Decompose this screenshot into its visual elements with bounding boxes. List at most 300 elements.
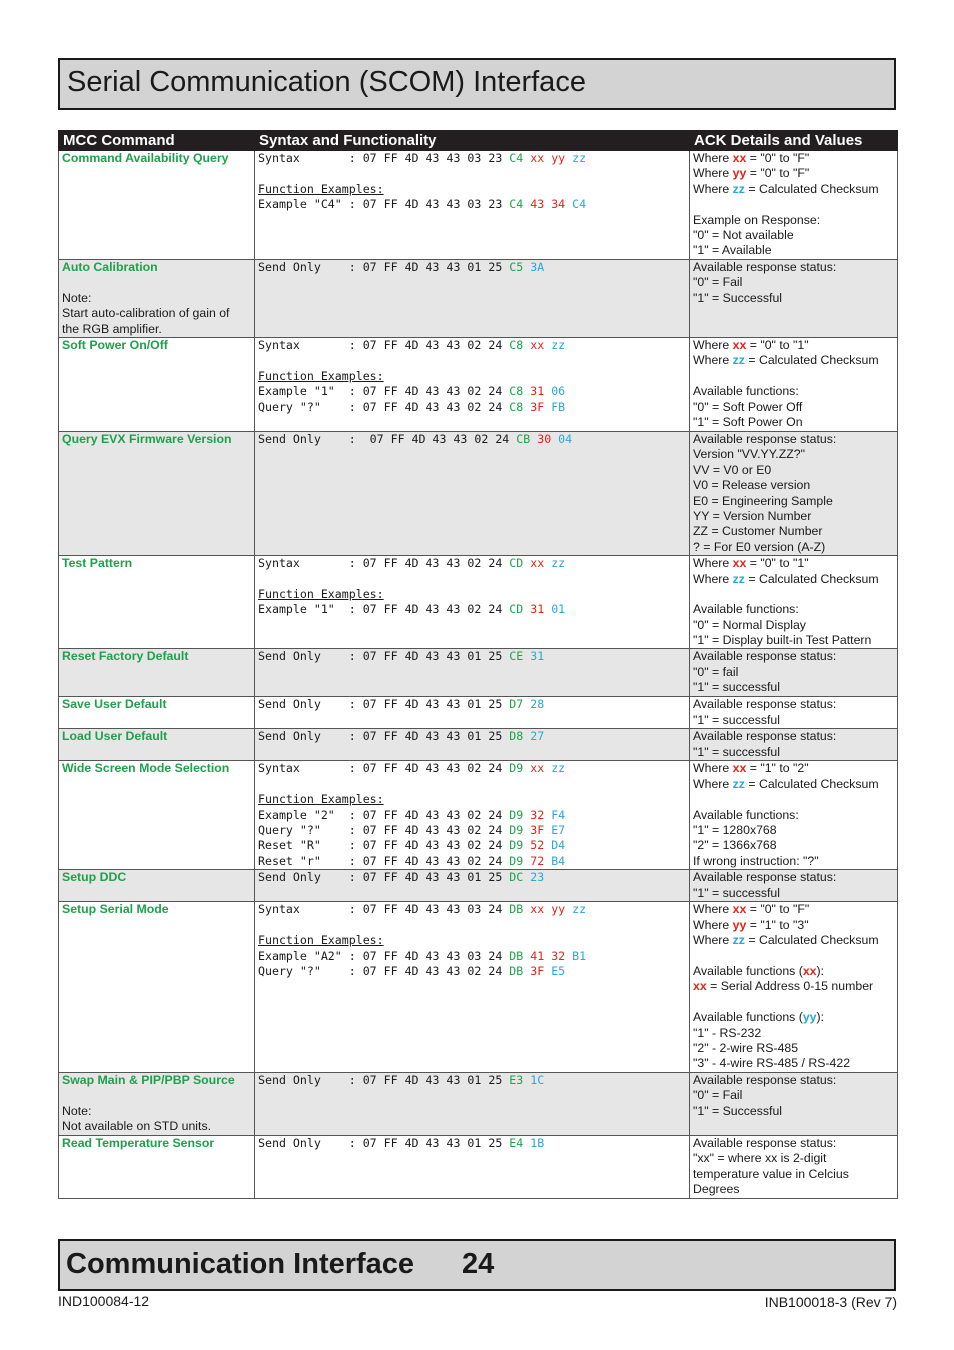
ack-segment: Available response status:: [693, 1135, 837, 1150]
syntax-segment: E4: [509, 1135, 524, 1150]
syntax-segment: Send Only : 07 FF 4D 43 43 01 25: [258, 697, 510, 712]
ack-segment: "xx" = where xx is 2-digit: [693, 1151, 827, 1166]
ack-segment: Available response status:: [693, 260, 837, 274]
ack-line: [693, 618, 894, 633]
table-row: [59, 1072, 898, 1135]
ack-line: [693, 447, 894, 462]
ack-line: [693, 338, 894, 353]
syntax-segment: Send Only : 07 FF 4D 43 43 01 25: [258, 729, 510, 744]
table-row: [59, 697, 898, 729]
syntax-segment: xx: [530, 761, 545, 776]
syntax-line: [258, 777, 686, 792]
ack-segment: xx: [732, 761, 747, 776]
syntax-line: [258, 166, 686, 181]
syntax-line: [258, 1073, 686, 1088]
syntax-cell: [255, 151, 690, 260]
ack-line: [693, 432, 894, 447]
command-name: Auto Calibration: [62, 260, 158, 274]
ack-line: [693, 384, 894, 399]
ack-segment: E0 = Engineering Sample: [693, 493, 833, 508]
ack-segment: Where: [693, 776, 733, 791]
syntax-segment: Syntax : 07 FF 4D 43 43 03 23: [258, 151, 510, 165]
ack-line: [693, 494, 894, 509]
ack-line: [693, 1088, 894, 1103]
syntax-line: [258, 151, 686, 166]
ack-line: [693, 1136, 894, 1151]
syntax-segment: CD: [509, 602, 524, 617]
syntax-line: [258, 400, 686, 415]
syntax-segment: Example "C4" : 07 FF 4D 43 43 03 23: [258, 197, 510, 212]
ack-line: [693, 886, 894, 901]
syntax-segment: D9: [509, 838, 524, 853]
syntax-segment: C4: [572, 197, 587, 212]
ack-cell: [690, 729, 898, 761]
syntax-segment: Function Examples:: [258, 586, 384, 601]
ack-segment: xx: [732, 151, 747, 165]
syntax-segment: Query "?" : 07 FF 4D 43 43 02 24: [258, 399, 510, 414]
ack-segment: Available functions:: [693, 384, 799, 399]
mcc-command-cell: [59, 729, 255, 761]
syntax-line: [258, 587, 686, 602]
syntax-segment: 31: [530, 602, 545, 617]
syntax-line: [258, 338, 686, 353]
ack-line: [693, 823, 894, 838]
ack-segment: = Calculated Checksum: [744, 933, 879, 948]
ack-line: [693, 1026, 894, 1041]
ack-line: [693, 838, 894, 853]
mcc-command-cell: [59, 432, 255, 556]
ack-segment: "2" - 2-wire RS-485: [693, 1040, 799, 1055]
ack-segment: zz: [732, 933, 745, 948]
table-row: [59, 151, 898, 260]
ack-cell: [690, 432, 898, 556]
syntax-segment: C4: [509, 151, 524, 165]
syntax-line: [258, 964, 686, 979]
syntax-segment: xx: [530, 151, 545, 165]
table-row: [59, 260, 898, 338]
syntax-segment: CD: [509, 556, 524, 571]
ack-segment: xx: [693, 979, 707, 994]
ack-segment: "1" = successful: [693, 744, 780, 759]
ack-segment: "0" = Fail: [693, 275, 743, 290]
ack-line: [693, 649, 894, 664]
ack-line: [693, 870, 894, 885]
syntax-line: [258, 949, 686, 964]
syntax-segment: 3F: [530, 823, 545, 838]
ack-segment: = "1" to "3": [746, 917, 809, 932]
syntax-segment: D7: [509, 697, 524, 712]
ack-segment: yy: [732, 917, 747, 932]
ack-cell: [690, 151, 898, 260]
syntax-segment: B1: [572, 948, 587, 963]
ack-line: [693, 697, 894, 712]
ack-segment: = "0" to "1": [746, 338, 809, 352]
ack-segment: Available response status:: [693, 697, 837, 712]
syntax-segment: FB: [551, 399, 566, 414]
ack-line: [693, 1104, 894, 1119]
syntax-segment: Reset "R" : 07 FF 4D 43 43 02 24: [258, 838, 510, 853]
syntax-line: [258, 1136, 686, 1151]
page-title-box: [58, 58, 896, 110]
syntax-cell: [255, 902, 690, 1072]
syntax-line: [258, 870, 686, 885]
syntax-cell: [255, 697, 690, 729]
syntax-segment: Example "2" : 07 FF 4D 43 43 02 24: [258, 807, 510, 822]
syntax-segment: Function Examples:: [258, 933, 384, 948]
command-name: Command Availability Query: [62, 151, 229, 165]
ack-segment: Where: [693, 556, 733, 571]
syntax-segment: DC: [509, 870, 524, 885]
command-table: [58, 130, 898, 1199]
syntax-segment: Send Only : 07 FF 4D 43 43 01 25: [258, 1072, 510, 1087]
command-note-line: the RGB amplifier.: [62, 321, 162, 336]
ack-segment: Where: [693, 917, 733, 932]
ack-segment: Degrees: [693, 1181, 740, 1196]
ack-segment: zz: [732, 571, 745, 586]
ack-segment: "1" = 1280x768: [693, 823, 777, 838]
syntax-segment: CB: [516, 432, 531, 446]
command-name: Soft Power On/Off: [62, 338, 168, 352]
ack-line: [693, 949, 894, 964]
table-row: [59, 870, 898, 902]
ack-line: [693, 713, 894, 728]
syntax-segment: zz: [572, 151, 587, 165]
ack-segment: = "0" to "F": [746, 902, 810, 917]
syntax-segment: 1B: [530, 1135, 545, 1150]
command-name: Query EVX Firmware Version: [62, 432, 232, 446]
ack-segment: "1" = Successful: [693, 290, 783, 305]
ack-cell: [690, 556, 898, 649]
ack-segment: zz: [732, 353, 745, 368]
table-row: [59, 432, 898, 556]
ack-line: [693, 415, 894, 430]
ack-segment: Available functions (: [693, 964, 803, 979]
syntax-segment: zz: [572, 902, 587, 917]
ack-line: [693, 243, 894, 258]
syntax-line: [258, 808, 686, 823]
ack-segment: "0" = fail: [693, 664, 739, 679]
syntax-segment: 3A: [530, 260, 545, 274]
table-row: [59, 556, 898, 649]
syntax-line: [258, 353, 686, 368]
syntax-cell: [255, 729, 690, 761]
ack-segment: Where: [693, 933, 733, 948]
syntax-segment: 31: [530, 384, 545, 399]
ack-line: [693, 166, 894, 181]
mcc-command-cell: [59, 902, 255, 1072]
header-mcc-command: MCC Command: [59, 131, 255, 151]
syntax-segment: xx: [530, 556, 545, 571]
syntax-segment: 41: [530, 948, 545, 963]
ack-line: [693, 964, 894, 979]
ack-line: [693, 918, 894, 933]
ack-line: [693, 1182, 894, 1197]
ack-segment: Available response status:: [693, 1072, 837, 1087]
ack-segment: Where: [693, 338, 733, 352]
command-name: Load User Default: [62, 729, 168, 744]
ack-segment: ? = For E0 version (A-Z): [693, 539, 826, 554]
syntax-cell: [255, 649, 690, 697]
syntax-segment: yy: [551, 151, 566, 165]
ack-segment: V0 = Release version: [693, 478, 811, 493]
ack-segment: Available response status:: [693, 432, 837, 446]
ack-cell: [690, 697, 898, 729]
ack-line: [693, 587, 894, 602]
ack-segment: Available functions:: [693, 602, 799, 617]
ack-segment: Available response status:: [693, 870, 837, 885]
syntax-line: [258, 761, 686, 776]
ack-line: [693, 291, 894, 306]
syntax-segment: Send Only : 07 FF 4D 43 43 01 25: [258, 1135, 510, 1150]
syntax-segment: Send Only : 07 FF 4D 43 43 01 25: [258, 649, 510, 664]
ack-cell: [690, 1072, 898, 1135]
ack-line: [693, 369, 894, 384]
syntax-cell: [255, 432, 690, 556]
ack-segment: "0" = Not available: [693, 227, 794, 242]
ack-segment: "1" = successful: [693, 712, 780, 727]
ack-cell: [690, 338, 898, 432]
syntax-segment: 43: [530, 197, 545, 212]
syntax-line: [258, 384, 686, 399]
syntax-segment: 32: [530, 807, 545, 822]
mcc-command-cell: [59, 870, 255, 902]
syntax-line: [258, 792, 686, 807]
syntax-segment: C8: [509, 399, 524, 414]
table-row: [59, 902, 898, 1072]
syntax-segment: Reset "r" : 07 FF 4D 43 43 02 24: [258, 853, 510, 868]
command-note-line: Note:: [62, 1103, 92, 1118]
syntax-line: [258, 432, 686, 447]
command-note-line: Not available on STD units.: [62, 1118, 212, 1133]
ack-segment: = "0" to "F": [746, 151, 810, 165]
mcc-command-cell: [59, 338, 255, 432]
ack-segment: Version "VV.YY.ZZ?": [693, 447, 805, 462]
ack-line: [693, 1073, 894, 1088]
ack-line: [693, 524, 894, 539]
ack-segment: VV = V0 or E0: [693, 462, 772, 477]
syntax-segment: Query "?" : 07 FF 4D 43 43 02 24: [258, 823, 510, 838]
ack-segment: "0" = Normal Display: [693, 617, 806, 632]
table-row: [59, 649, 898, 697]
syntax-segment: yy: [551, 902, 566, 917]
syntax-line: [258, 697, 686, 712]
mcc-command-cell: [59, 260, 255, 338]
syntax-segment: 52: [530, 838, 545, 853]
ack-line: [693, 729, 894, 744]
ack-line: [693, 151, 894, 166]
ack-segment: xx: [802, 964, 817, 979]
ack-line: [693, 902, 894, 917]
command-name: Save User Default: [62, 697, 167, 712]
ack-segment: "1" = successful: [693, 680, 780, 695]
ack-segment: yy: [732, 166, 747, 181]
ack-line: [693, 1151, 894, 1166]
mcc-command-cell: [59, 649, 255, 697]
command-name: Setup Serial Mode: [62, 902, 169, 917]
syntax-segment: 31: [530, 649, 545, 664]
command-note-line: [62, 1088, 251, 1103]
syntax-segment: D4: [551, 838, 566, 853]
syntax-segment: Example "A2" : 07 FF 4D 43 43 03 24: [258, 948, 510, 963]
ack-line: [693, 400, 894, 415]
syntax-segment: E5: [551, 964, 566, 979]
syntax-segment: Syntax : 07 FF 4D 43 43 02 24: [258, 338, 510, 352]
syntax-line: [258, 197, 686, 212]
syntax-cell: [255, 870, 690, 902]
ack-cell: [690, 260, 898, 338]
ack-segment: = Calculated Checksum: [744, 776, 879, 791]
ack-segment: Where: [693, 166, 733, 181]
ack-segment: Available response status:: [693, 649, 837, 664]
syntax-segment: 72: [530, 853, 545, 868]
syntax-line: [258, 918, 686, 933]
ack-segment: xx: [732, 338, 747, 352]
syntax-cell: [255, 1072, 690, 1135]
syntax-line: [258, 838, 686, 853]
ack-segment: "1" = successful: [693, 885, 780, 900]
table-body: [59, 151, 898, 1199]
syntax-segment: zz: [551, 556, 566, 571]
syntax-segment: 3F: [530, 964, 545, 979]
syntax-segment: 27: [530, 729, 545, 744]
ack-line: [693, 228, 894, 243]
syntax-line: [258, 182, 686, 197]
table-header-row: [59, 131, 898, 151]
syntax-segment: xx: [530, 338, 545, 352]
syntax-segment: 1C: [530, 1072, 545, 1087]
syntax-segment: 32: [551, 948, 566, 963]
ack-line: [693, 1041, 894, 1056]
ack-cell: [690, 870, 898, 902]
command-name: Reset Factory Default: [62, 649, 189, 664]
syntax-line: [258, 602, 686, 617]
syntax-line: [258, 556, 686, 571]
ack-segment: zz: [732, 181, 745, 196]
syntax-segment: Query "?" : 07 FF 4D 43 43 02 24: [258, 964, 510, 979]
syntax-segment: DB: [509, 948, 524, 963]
ack-segment: "1" = Available: [693, 243, 772, 258]
ack-segment: Where: [693, 353, 733, 368]
mcc-command-cell: [59, 761, 255, 870]
syntax-segment: 30: [537, 432, 552, 446]
ack-line: [693, 463, 894, 478]
syntax-segment: Function Examples:: [258, 368, 384, 383]
ack-segment: "1" = Soft Power On: [693, 414, 803, 429]
ack-segment: Where: [693, 571, 733, 586]
syntax-segment: Function Examples:: [258, 181, 384, 196]
ack-cell: [690, 649, 898, 697]
doc-code-right: INB100018-3 (Rev 7): [764, 1294, 897, 1310]
syntax-segment: 01: [551, 602, 566, 617]
ack-cell: [690, 761, 898, 870]
mcc-command-cell: [59, 1135, 255, 1198]
ack-segment: = Calculated Checksum: [744, 181, 879, 196]
ack-line: [693, 792, 894, 807]
table-row: [59, 338, 898, 432]
syntax-segment: Example "1" : 07 FF 4D 43 43 02 24: [258, 602, 510, 617]
table-row: [59, 729, 898, 761]
mcc-command-cell: [59, 556, 255, 649]
ack-segment: temperature value in Celcius: [693, 1166, 849, 1181]
syntax-segment: CE: [509, 649, 524, 664]
ack-segment: ):: [816, 964, 825, 979]
ack-segment: If wrong instruction: "?": [693, 853, 819, 868]
header-ack: ACK Details and Values: [690, 131, 898, 151]
ack-line: [693, 979, 894, 994]
syntax-line: [258, 729, 686, 744]
syntax-segment: 04: [558, 432, 573, 446]
ack-line: [693, 1056, 894, 1071]
ack-line: [693, 633, 894, 648]
mcc-command-cell: [59, 151, 255, 260]
ack-line: [693, 854, 894, 869]
syntax-line: [258, 369, 686, 384]
ack-segment: xx: [732, 556, 747, 571]
ack-segment: yy: [802, 1010, 817, 1025]
syntax-line: [258, 649, 686, 664]
syntax-segment: zz: [551, 761, 566, 776]
command-note-line: Note:: [62, 290, 92, 305]
ack-segment: Where: [693, 151, 733, 165]
ack-segment: Where: [693, 761, 733, 776]
syntax-segment: E3: [509, 1072, 524, 1087]
command-name: Test Pattern: [62, 556, 133, 571]
ack-segment: YY = Version Number: [693, 508, 812, 523]
ack-line: [693, 665, 894, 680]
ack-line: [693, 745, 894, 760]
syntax-segment: D9: [509, 761, 524, 776]
ack-segment: "1" = Successful: [693, 1103, 783, 1118]
ack-segment: "1" = Display built-in Test Pattern: [693, 633, 872, 648]
ack-segment: Available response status:: [693, 729, 837, 744]
table-row: [59, 1135, 898, 1198]
ack-line: [693, 602, 894, 617]
syntax-segment: D9: [509, 823, 524, 838]
syntax-segment: C8: [509, 384, 524, 399]
command-name: Swap Main & PIP/PBP Source: [62, 1072, 235, 1087]
ack-line: [693, 353, 894, 368]
syntax-cell: [255, 260, 690, 338]
ack-segment: "0" = Soft Power Off: [693, 399, 803, 414]
ack-line: [693, 995, 894, 1010]
ack-cell: [690, 1135, 898, 1198]
syntax-segment: D8: [509, 729, 524, 744]
syntax-line: [258, 854, 686, 869]
ack-segment: ):: [816, 1010, 825, 1025]
ack-segment: "0" = Fail: [693, 1088, 743, 1103]
syntax-line: [258, 933, 686, 948]
footer-section-title: Communication Interface: [66, 1248, 415, 1280]
syntax-segment: C8: [509, 338, 524, 352]
ack-segment: Available functions (: [693, 1010, 803, 1025]
syntax-line: [258, 260, 686, 275]
syntax-segment: 28: [530, 697, 545, 712]
syntax-segment: Send Only : 07 FF 4D 43 43 01 25: [258, 870, 510, 885]
ack-line: [693, 933, 894, 948]
command-name: Wide Screen Mode Selection: [62, 761, 230, 776]
ack-line: [693, 260, 894, 275]
syntax-segment: C5: [509, 260, 524, 274]
syntax-segment: Syntax : 07 FF 4D 43 43 02 24: [258, 556, 510, 571]
syntax-segment: DB: [509, 964, 524, 979]
ack-line: [693, 213, 894, 228]
syntax-line: [258, 902, 686, 917]
syntax-segment: Function Examples:: [258, 792, 384, 807]
ack-segment: Example on Response:: [693, 212, 821, 227]
syntax-cell: [255, 761, 690, 870]
syntax-segment: xx: [530, 902, 545, 917]
syntax-segment: 34: [551, 197, 566, 212]
